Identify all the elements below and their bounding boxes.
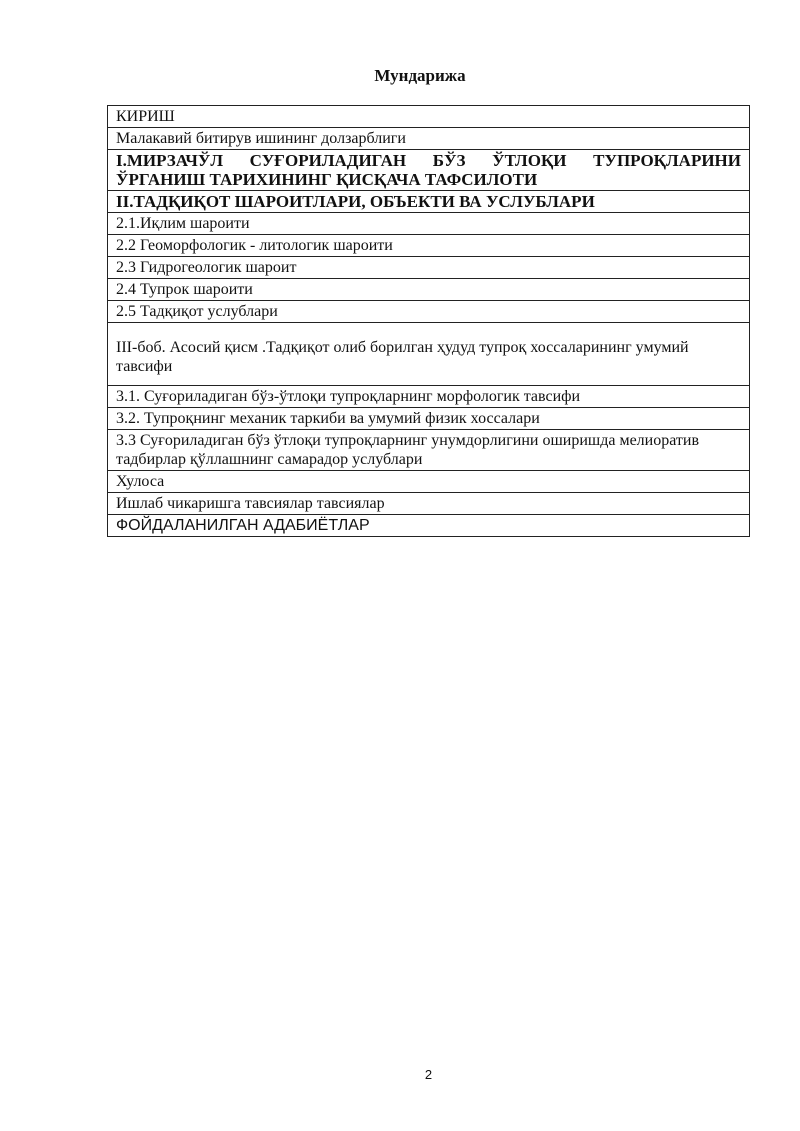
toc-item-chapter-1: I.МИРЗАЧЎЛ СУҒОРИЛАДИГАН БЎЗ ЎТЛОҚИ ТУПРОҚЛАРИНИ ЎРГАНИШ ТАРИХИНИНГ ҚИСҚАЧА ТАФСИЛОТИ xyxy=(108,150,750,191)
table-row xyxy=(108,257,750,279)
table-row xyxy=(108,106,750,128)
table-row xyxy=(108,128,750,150)
table-row xyxy=(108,191,750,213)
page-number: 2 xyxy=(424,1067,433,1082)
toc-item-2-2: 2.2 Геоморфологик - литологик шароити xyxy=(108,235,750,257)
toc-item-conclusion: Хулоса xyxy=(108,471,750,493)
toc-item-2-3: 2.3 Гидрогеологик шароит xyxy=(108,257,750,279)
table-row xyxy=(108,471,750,493)
table-of-contents xyxy=(107,105,750,537)
toc-item-3-2: 3.2. Тупроқнинг механик таркиби ва умумий физик хоссалари xyxy=(108,408,750,430)
table-row xyxy=(108,301,750,323)
toc-item-2-4: 2.4 Тупрок шароити xyxy=(108,279,750,301)
table-row xyxy=(108,213,750,235)
toc-item-chapter-2: II.ТАДҚИҚОТ ШАРОИТЛАРИ, ОБЪЕКТИ ВА УСЛУБЛАРИ xyxy=(108,191,750,213)
table-row xyxy=(108,515,750,537)
toc-item-3-3: 3.3 Суғориладиган бўз ўтлоқи тупроқларнинг унумдорлигини оширишда мелиоратив тадбирлар қўллашнинг самарадор услублари xyxy=(108,430,750,471)
page-title: Мундарижа xyxy=(374,66,466,85)
table-row xyxy=(108,430,750,471)
table-row xyxy=(108,323,750,386)
table-row xyxy=(108,150,750,191)
table-row xyxy=(108,235,750,257)
table-row xyxy=(108,279,750,301)
table-row xyxy=(108,408,750,430)
table-row xyxy=(108,386,750,408)
toc-item-2-1: 2.1.Иқлим шароити xyxy=(108,213,750,235)
toc-item-3-1: 3.1. Суғориладиган бўз-ўтлоқи тупроқларнинг морфологик тавсифи xyxy=(108,386,750,408)
toc-item-references: ФОЙДАЛАНИЛГАН АДАБИЁТЛАР xyxy=(108,515,750,537)
toc-item-chapter-3: III-боб. Асосий қисм .Тадқиқот олиб борилган ҳудуд тупроқ хоссаларининг умумий тавсифи xyxy=(108,323,750,386)
table-row xyxy=(108,493,750,515)
toc-item-introduction: КИРИШ xyxy=(108,106,750,128)
toc-item-relevance: Малакавий битирув ишининг долзарблиги xyxy=(108,128,750,150)
toc-item-recommendations: Ишлаб чикаришга тавсиялар тавсиялар xyxy=(108,493,750,515)
toc-item-2-5: 2.5 Тадқиқот услублари xyxy=(108,301,750,323)
